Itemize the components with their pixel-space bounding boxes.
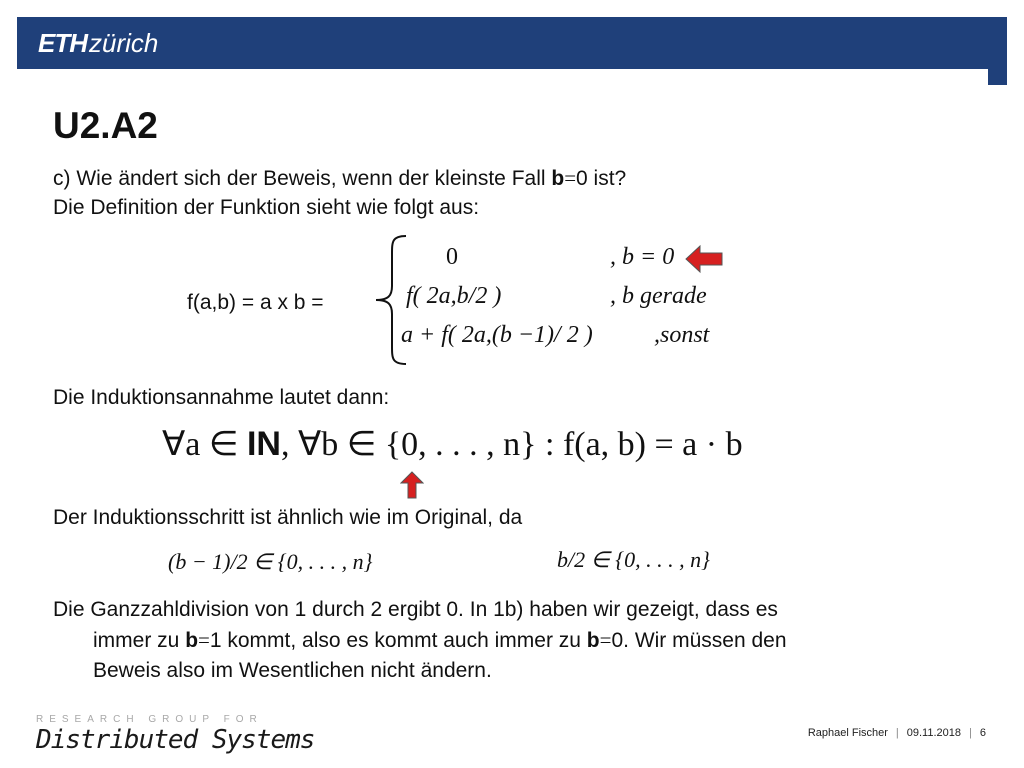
footer-research-label: RESEARCH GROUP FOR [36,714,263,725]
logo-zurich: zürich [89,28,159,58]
natural-numbers-symbol: IN [246,425,281,463]
formula-part-2: , ∀b ∈ [280,426,385,463]
case-1-cond: , b = 0 [610,244,675,270]
header-bar [17,17,1007,69]
conclusion-line-2 [53,625,953,656]
footer-info [808,727,986,739]
header-tab [988,69,1007,85]
question-var-b: b [551,167,565,190]
conclusion-line-1: Die Ganzzahldivision von 1 durch 2 ergibt 0. In 1b) haben wir gezeigt, dass es [53,598,778,621]
footer-group-name: Distributed Systems [36,725,315,755]
conclusion-var-b-2: b [586,629,600,652]
case-1-expr: 0 [446,244,458,270]
footer-separator: | [969,727,972,739]
question-text-a: c) Wie ändert sich der Beweis, wenn der kleinste Fall [53,167,552,190]
question-equals: = [564,166,577,190]
question-line-2: Die Definition der Funktion sieht wie folgt aus: [53,196,480,219]
case-2-expr: f( 2a,b/2 ) [406,283,502,309]
conclusion-text-b: 1 kommt, also es kommt auch immer zu [209,629,587,652]
induction-hypothesis-label: Die Induktionsannahme lautet dann: [53,386,390,409]
page-number: 6 [979,727,986,739]
footer-author: Raphael Fischer [807,727,888,739]
step-expression-1: (b − 1)/2 ∈ {0, . . . , n} [168,549,373,574]
case-3-expr: a + f( 2a,(b −1)/ 2 ) [401,322,593,348]
conclusion-var-b-1: b [185,629,199,652]
logo-eth: ETH [38,28,87,58]
formula-part-3: : f(a, b) = a · b [536,426,743,463]
question-text-b: 0 ist? [576,167,627,190]
conclusion-text-a: immer zu [93,629,186,652]
conclusion-text-c: 0. Wir müssen den [611,629,787,652]
conclusion-equals-2: = [599,628,612,652]
eth-logo [38,28,158,58]
left-arrow-icon [684,243,724,275]
conclusion-line-3: Beweis also im Wesentlichen nicht ändern. [93,659,492,682]
case-2-cond: , b gerade [610,283,707,309]
induction-step-label: Der Induktionsschritt ist ähnlich wie im Original, da [53,506,523,529]
conclusion-equals-1: = [198,628,210,652]
case-3-cond: ,sonst [654,322,710,348]
question-line-1 [53,164,626,193]
footer-date: 09.11.2018 [906,727,962,739]
footer-separator: | [895,727,899,739]
slide-title: U2.A2 [53,105,158,146]
step-expression-2: b/2 ∈ {0, . . . , n} [557,547,710,572]
formula-part-1: ∀a ∈ [162,426,247,463]
formula-set: {0, . . . , n} [384,426,537,463]
conclusion-paragraph [53,595,953,686]
function-label: f(a,b) = a x b = [187,291,324,314]
up-arrow-icon [400,471,424,499]
induction-formula [162,424,743,464]
